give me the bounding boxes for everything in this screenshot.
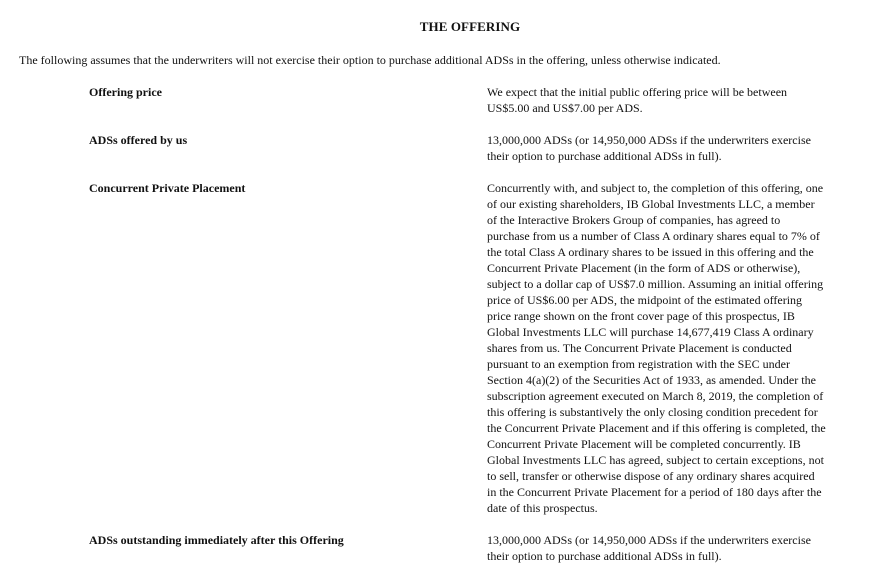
adss-offered-description: 13,000,000 ADSs (or 14,950,000 ADSs if the underwriters exercise their option to purchase additional ADSs in full). [487,133,811,163]
intro-paragraph: The following assumes that the underwriters will not exercise their option to purchase additional ADSs in the offering, unless otherwise indicated. [19,53,721,67]
page-title: THE OFFERING [419,19,521,34]
concurrent-private-placement-description: Concurrently with, and subject to, the completion of this offering, one of our existing shareholders, IB Global Investments LLC, a member of the Interactive Brokers Group of companies, has agreed to purchase from us a number of Class A ordinary shares equal to 7% of the total Class A ordinary shares to be issued in this offering and the Concurrent Private Placement (in the form of ADS or otherwise), subject to a dollar cap of US$7.0 million. Assuming an initial offering price of US$6.00 per ADS, the midpoint of the estimated offering price range shown on the front cover page of this prospectus, IB Global Investments LLC will purchase 14,677,419 Class A ordinary shares from us. The Concurrent Private Placement is conducted pursuant to an exemption from registration with the SEC under Section 4(a)(2) of the Securities Act of 1933, as amended. Under the subscription agreement executed on March 8, 2019, the completion of this offering is substantively the only closing condition precedent for the Concurrent Private Placement and if this offering is completed, the Concurrent Private Placement will be completed concurrently. IB Global Investments LLC has agreed, subject to certain exceptions, not to sell, transfer or otherwise dispose of any ordinary shares acquired in the Concurrent Private Placement for a period of 180 days after the date of this prospectus. [487,181,826,515]
adss-offered-term: ADSs offered by us [89,133,188,147]
adss-outstanding-term: ADSs outstanding immediately after this Offering [89,533,344,547]
concurrent-private-placement-term: Concurrent Private Placement [89,181,246,195]
adss-outstanding-description: 13,000,000 ADSs (or 14,950,000 ADSs if the underwriters exercise their option to purchase additional ADSs in full). [487,533,811,563]
offering-price-term: Offering price [89,85,162,99]
offering-price-description: We expect that the initial public offering price will be between US$5.00 and US$7.00 per ADS. [487,85,788,115]
